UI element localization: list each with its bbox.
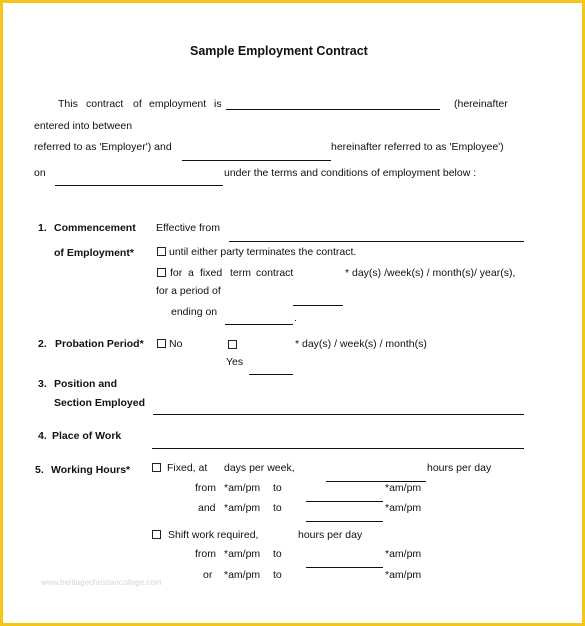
section-4-number: 4. (38, 430, 47, 442)
to-label: to (273, 482, 282, 494)
section-3-number: 3. (38, 378, 47, 390)
and-label: and (198, 502, 216, 514)
watermark: www.heritagechristiancollege.com (41, 578, 162, 587)
employee-name-field[interactable] (182, 160, 331, 161)
intro-word: employment (149, 98, 207, 110)
period-label: for a period of (156, 285, 221, 297)
effective-from-label: Effective from (156, 222, 220, 234)
intro-terms: under the terms and conditions of employment below : (224, 167, 477, 179)
fixed-term-word: a (188, 267, 194, 279)
probation-no-label: No (169, 338, 183, 350)
fixed-term-checkbox[interactable] (157, 268, 166, 277)
section-2-title: Probation Period* (55, 338, 144, 350)
intro-referred-employee: hereinafter referred to as 'Employee') (331, 141, 504, 153)
fixed-term-word: for (170, 267, 183, 279)
ending-period: . (294, 312, 297, 324)
ampm-label: *am/pm (224, 548, 261, 560)
ending-on-label: ending on (171, 306, 218, 318)
ampm-label: *am/pm (385, 502, 422, 514)
section-4-title: Place of Work (52, 430, 122, 442)
contract-page (3, 3, 582, 623)
fixed-term-units: * day(s) /week(s) / month(s)/ year(s), (345, 267, 516, 279)
fixed-at-label: Fixed, at (167, 462, 208, 474)
fixed-term-word: contract (256, 267, 294, 279)
end-time-field[interactable] (306, 567, 383, 568)
hours-per-day-label: hours per day (427, 462, 492, 474)
ampm-label: *am/pm (385, 569, 422, 581)
effective-from-field[interactable] (229, 241, 524, 242)
to-label: to (273, 548, 282, 560)
position-field[interactable] (153, 414, 524, 415)
intro-word: contract (86, 98, 124, 110)
ending-on-field[interactable] (225, 324, 293, 325)
until-terminated-label: until either party terminates the contract. (169, 246, 357, 258)
shift-work-checkbox[interactable] (152, 530, 161, 539)
ampm-label: *am/pm (224, 502, 261, 514)
or-label: or (203, 569, 213, 581)
section-1-number: 1. (38, 222, 47, 234)
ampm-label: *am/pm (385, 548, 422, 560)
section-3-title: Position and (54, 378, 117, 390)
fixed-term-word: term (230, 267, 251, 279)
contract-date-field[interactable] (55, 185, 223, 186)
ampm-label: *am/pm (224, 482, 261, 494)
period-length-field[interactable] (293, 305, 343, 306)
shift-hours-label: hours per day (298, 529, 363, 541)
section-5-title: Working Hours* (51, 464, 131, 476)
employer-name-field[interactable] (226, 109, 440, 110)
intro-hereinafter: (hereinafter (454, 98, 508, 110)
intro-referred-employer: referred to as 'Employer') and (34, 141, 172, 153)
intro-on: on (34, 167, 46, 179)
ampm-label: *am/pm (385, 482, 422, 494)
section-1-title-cont: of Employment* (54, 247, 134, 259)
probation-yes-checkbox[interactable] (228, 340, 237, 349)
end-time-field[interactable] (306, 501, 383, 502)
probation-units: * day(s) / week(s) / month(s) (295, 338, 427, 350)
section-3-title-cont: Section Employed (54, 397, 146, 409)
intro-word: of (133, 98, 142, 110)
section-5-number: 5. (35, 464, 44, 476)
days-per-week-label: days per week, (224, 462, 295, 474)
place-of-work-field[interactable] (152, 448, 524, 449)
from-label: from (195, 482, 216, 494)
document-title: Sample Employment Contract (190, 44, 368, 58)
ampm-label: *am/pm (224, 569, 261, 581)
intro-entered-into: entered into between (34, 120, 133, 132)
to-label: to (273, 569, 282, 581)
fixed-term-word: fixed (200, 267, 223, 279)
probation-length-field[interactable] (249, 374, 293, 375)
end-time-field[interactable] (306, 521, 383, 522)
from-label: from (195, 548, 216, 560)
section-2-number: 2. (38, 338, 47, 350)
to-label: to (273, 502, 282, 514)
fixed-hours-checkbox[interactable] (152, 463, 161, 472)
section-1-title: Commencement (54, 222, 136, 234)
probation-yes-label: Yes (226, 356, 244, 368)
shift-work-label: Shift work required, (168, 529, 259, 541)
until-terminated-checkbox[interactable] (157, 247, 166, 256)
probation-no-checkbox[interactable] (157, 339, 166, 348)
intro-word: is (214, 98, 222, 110)
intro-word: This (58, 98, 78, 110)
